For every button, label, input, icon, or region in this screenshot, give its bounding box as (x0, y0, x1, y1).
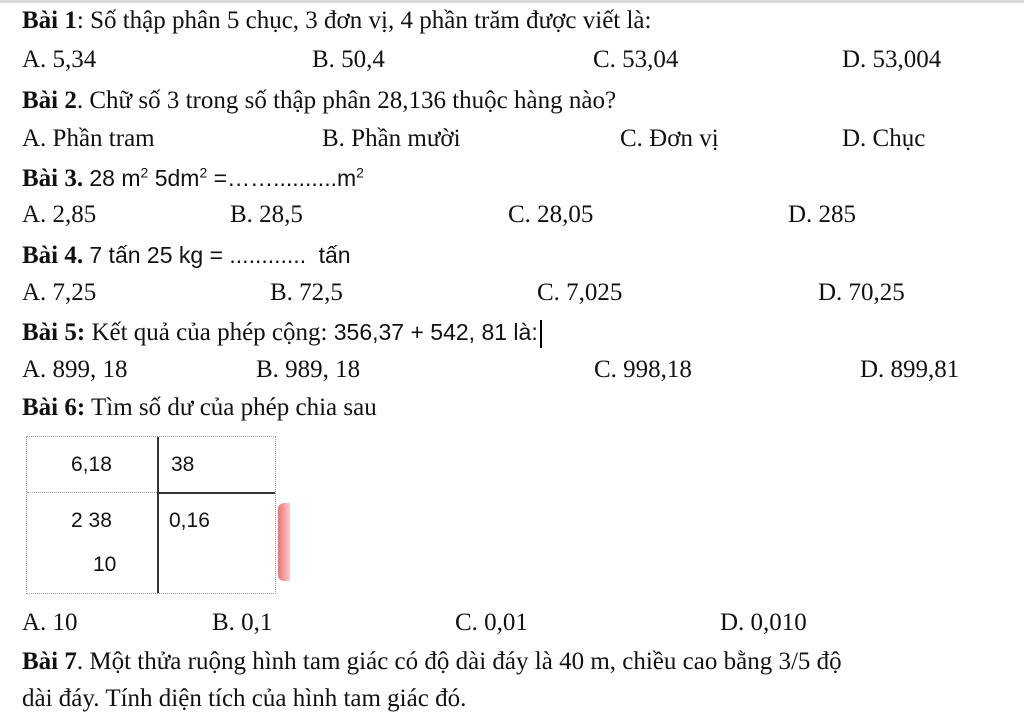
q3-expr-c: =…….......... (213, 165, 337, 191)
question-2-text: . Chữ số 3 trong số thập phân 28,136 thuộc hàng nào? (76, 87, 617, 114)
q3-exp-unit: 2 (356, 164, 364, 181)
q6-option-a: A. 10 (22, 609, 78, 636)
q1-option-c: C. 53,04 (593, 46, 679, 73)
division-remainder: 10 (93, 553, 117, 576)
q6-option-d: D. 0,010 (720, 609, 807, 636)
question-7-label: Bài 7 (22, 648, 77, 675)
question-7-line1: . Một thửa ruộng hình tam giác có độ dài đáy là 40 m, chiều cao bằng 3/5 độ (76, 648, 842, 675)
q2-option-c: C. Đơn vị (620, 125, 719, 152)
q3-exp-a: 2 (140, 164, 149, 181)
q3-option-a: A. 2,85 (22, 201, 97, 228)
q5-option-d: D. 899,81 (860, 356, 960, 383)
q6-option-c: C. 0,01 (455, 609, 528, 636)
question-5 (22, 317, 542, 348)
q5-option-a: A. 899, 18 (22, 356, 128, 383)
q4-option-a: A. 7,25 (22, 279, 97, 306)
division-dividend: 6,18 (71, 453, 112, 476)
q2-option-d: D. Chục (842, 125, 926, 152)
q1-option-d: D. 53,004 (842, 46, 942, 73)
question-4 (22, 240, 351, 271)
question-2 (22, 86, 616, 116)
question-4-label: Bài 4. (22, 242, 84, 269)
q2-option-a: A. Phần tram (22, 125, 155, 152)
q1-option-b: B. 50,4 (312, 46, 385, 73)
q3-exp-b: 2 (199, 164, 208, 181)
question-5-text: Kết quả của phép cộng: (91, 319, 328, 346)
question-1-label: Bài 1 (22, 7, 77, 34)
question-6-label: Bài 6: (22, 394, 86, 421)
question-1 (22, 6, 651, 36)
q6-option-b: B. 0,1 (212, 609, 273, 636)
question-2-label: Bài 2 (22, 87, 77, 114)
q3-unit: m (336, 165, 357, 191)
q3-option-b: B. 28,5 (230, 201, 303, 228)
question-6 (22, 393, 377, 423)
division-dotted-divider (27, 492, 157, 493)
top-edge (0, 0, 1024, 3)
red-highlight-mark (278, 503, 290, 581)
question-6-text: Tìm số dư của phép chia sau (91, 394, 377, 421)
q4-unit: tấn (318, 242, 351, 268)
q5-option-b: B. 989, 18 (256, 356, 361, 383)
q5-expr: 356,37 + 542, 81 là: (333, 319, 538, 345)
question-7-cont: dài đáy. Tính diện tích của hình tam giác đó. (22, 685, 467, 712)
question-7 (22, 647, 842, 677)
q4-expr: 7 tấn 25 kg = ............ (89, 242, 307, 268)
division-quotient: 0,16 (169, 509, 210, 532)
q1-option-a: A. 5,34 (22, 46, 97, 73)
long-division (26, 436, 276, 594)
q2-option-b: B. Phần mười (322, 125, 461, 152)
q3-option-c: C. 28,05 (508, 201, 594, 228)
division-step: 2 38 (71, 509, 112, 532)
q4-option-b: B. 72,5 (270, 279, 343, 306)
q3-expr-b: 5dm (154, 165, 200, 191)
question-3 (22, 163, 364, 194)
question-1-text: : Số thập phân 5 chục, 3 đơn vị, 4 phần trăm được viết là: (76, 7, 652, 34)
q3-expr-a: 28 m (89, 165, 141, 191)
q4-option-c: C. 7,025 (537, 279, 623, 306)
q4-option-d: D. 70,25 (818, 279, 905, 306)
question-3-label: Bài 3. (22, 165, 84, 192)
q3-option-d: D. 285 (788, 201, 857, 228)
question-5-label: Bài 5: (22, 319, 86, 346)
division-vertical-bar (157, 437, 159, 593)
division-divisor: 38 (171, 453, 195, 476)
q5-option-c: C. 998,18 (594, 356, 692, 383)
text-cursor (540, 320, 542, 348)
division-horizontal-bar (158, 492, 275, 494)
